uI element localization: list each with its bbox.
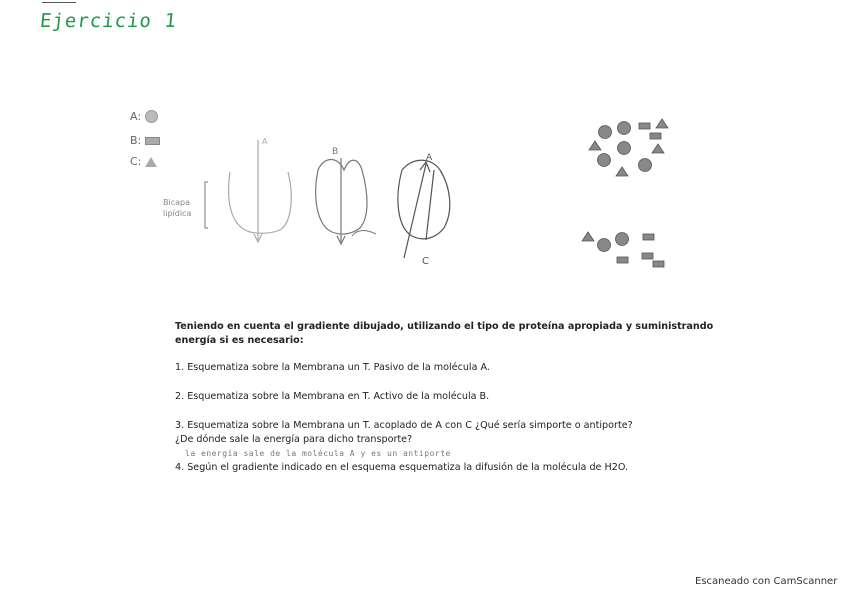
particles-bottom-group bbox=[582, 232, 664, 267]
molecule-c-triangle bbox=[582, 232, 594, 241]
top-rule bbox=[42, 2, 76, 3]
triangle-icon bbox=[145, 157, 157, 167]
molecule-c-triangle bbox=[616, 167, 628, 176]
legend-item-a bbox=[130, 110, 158, 123]
membrane-label-line2: lipídica bbox=[163, 209, 192, 218]
molecule-c-triangle bbox=[652, 144, 664, 153]
protein-active bbox=[316, 147, 376, 244]
sketch-label-c: C bbox=[422, 256, 429, 267]
molecule-b-rect bbox=[653, 261, 664, 267]
gradient-particles bbox=[580, 110, 690, 280]
circle-icon bbox=[145, 110, 158, 123]
legend-item-b bbox=[130, 134, 160, 147]
legend-item-c bbox=[130, 155, 157, 168]
membrane-sketch bbox=[200, 130, 470, 270]
legend-label-a: A: bbox=[130, 110, 142, 123]
page-title: Ejercicio 1 bbox=[38, 10, 178, 32]
question-1: 1. Esquematiza sobre la Membrana un T. Pasivo de la molécula A. bbox=[175, 362, 490, 373]
instructions-intro-line2: energía si es necesario: bbox=[175, 335, 304, 346]
question-4: 4. Según el gradiente indicado en el esquema esquematiza la difusión de la molécula de H2O. bbox=[175, 462, 629, 473]
instructions-intro-line1: Teniendo en cuenta el gradiente dibujado, utilizando el tipo de proteína apropiada y suministrando bbox=[175, 321, 714, 332]
molecule-b-rect bbox=[643, 234, 654, 240]
protein-passive bbox=[229, 137, 292, 242]
protein-coupled bbox=[398, 153, 450, 267]
handwritten-answer: la energía sale de la molécula A y es un antiporte bbox=[185, 449, 451, 458]
membrane-label bbox=[163, 197, 191, 219]
scanner-watermark: Escaneado con CamScanner bbox=[695, 576, 838, 587]
particles-top-group bbox=[589, 119, 668, 176]
molecule-c-triangle bbox=[589, 141, 601, 150]
molecule-a-circle bbox=[616, 233, 629, 246]
molecule-a-circle bbox=[639, 159, 652, 172]
molecule-b-rect bbox=[650, 133, 661, 139]
molecule-c-triangle bbox=[656, 119, 668, 128]
molecule-a-circle bbox=[598, 154, 611, 167]
molecule-a-circle bbox=[599, 126, 612, 139]
legend-label-c: C: bbox=[130, 155, 142, 168]
sketch-label-a2: A bbox=[426, 153, 433, 163]
membrane-bracket bbox=[205, 182, 208, 228]
molecule-b-rect bbox=[617, 257, 628, 263]
question-3-line2: ¿De dónde sale la energía para dicho transporte? bbox=[175, 434, 413, 445]
legend-label-b: B: bbox=[130, 134, 142, 147]
molecule-a-circle bbox=[598, 239, 611, 252]
question-3-line1: 3. Esquematiza sobre la Membrana un T. acoplado de A con C ¿Qué sería simporte o antiporte? bbox=[175, 420, 633, 431]
molecule-a-circle bbox=[618, 142, 631, 155]
molecule-b-rect bbox=[642, 253, 653, 259]
sketch-label-b: B bbox=[332, 147, 339, 157]
sketch-label-a: A bbox=[262, 137, 268, 146]
molecule-b-rect bbox=[639, 123, 650, 129]
question-2: 2. Esquematiza sobre la Membrana en T. Activo de la molécula B. bbox=[175, 391, 490, 402]
membrane-label-line1: Bicapa bbox=[163, 198, 190, 207]
molecule-a-circle bbox=[618, 122, 631, 135]
rectangle-icon bbox=[145, 137, 160, 145]
